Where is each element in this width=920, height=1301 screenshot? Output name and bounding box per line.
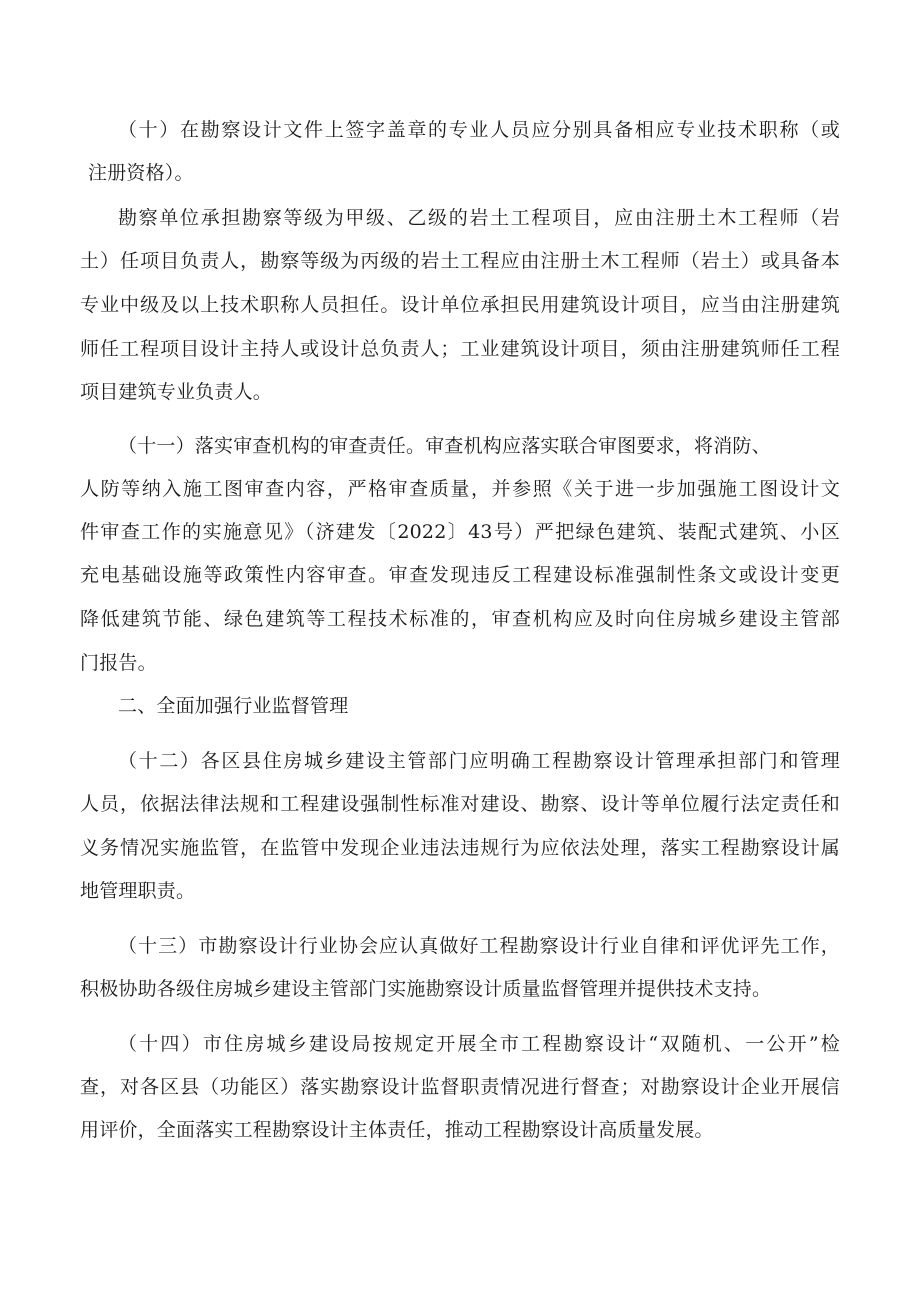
text-line: 师任工程项目设计主持人或设计总负责人；工业建筑设计项目，须由注册建筑师任工程	[80, 338, 840, 360]
text-line: 地管理职责。	[80, 880, 196, 902]
text-line: 用评价，全面落实工程勘察设计主体责任，推动工程勘察设计高质量发展。	[80, 1119, 714, 1141]
text-line: （十）在勘察设计文件上签字盖章的专业人员应分别具备相应专业技术职称（或	[118, 119, 840, 141]
text-line: 土）任项目负责人，勘察等级为丙级的岩土工程应由注册土木工程师（岩土）或具备本	[80, 250, 840, 272]
text-line: （十三）市勘察设计行业协会应认真做好工程勘察设计行业自律和评优评先工作，	[118, 935, 840, 957]
text-line: 件审查工作的实施意见》（济建发〔2022〕43号）严把绿色建筑、装配式建筑、小区	[80, 521, 840, 543]
text-line: 充电基础设施等政策性内容审查。审查发现违反工程建设标准强制性条文或设计变更	[80, 564, 840, 586]
text-line: 项目建筑专业负责人。	[80, 381, 273, 403]
text-line: 人员，依据法律法规和工程建设强制性标准对建设、勘察、设计等单位履行法定责任和	[80, 793, 840, 815]
text-line: 人防等纳入施工图审查内容，严格审查质量，并参照《关于进一步加强施工图设计文	[80, 478, 840, 500]
text-line: 积极协助各级住房城乡建设主管部门实施勘察设计质量监督管理并提供技术支持。	[80, 978, 772, 1000]
text-line: 注册资格）。	[88, 162, 194, 184]
text-line: 义务情况实施监管，在监管中发现企业违法违规行为应依法处理，落实工程勘察设计属	[80, 837, 840, 859]
text-line: 门报告。	[80, 652, 157, 674]
text-line: （十一）落实审查机构的审查责任。审查机构应落实联合审图要求，将消防、	[118, 435, 771, 457]
text-line: （十二）各区县住房城乡建设主管部门应明确工程勘察设计管理承担部门和管理	[118, 750, 840, 772]
text-line: 降低建筑节能、绿色建筑等工程技术标准的，审查机构应及时向住房城乡建设主管部	[80, 608, 840, 630]
text-line: （十四）市住房城乡建设局按规定开展全市工程勘察设计“双随机、一公开”检	[118, 1033, 840, 1055]
text-line: 勘察单位承担勘察等级为甲级、乙级的岩土工程项目，应由注册土木工程师（岩	[118, 207, 840, 229]
section-title: 二、全面加强行业监督管理	[118, 695, 349, 717]
text-line: 专业中级及以上技术职称人员担任。设计单位承担民用建筑设计项目，应当由注册建筑	[80, 294, 840, 316]
text-line: 查，对各区县（功能区）落实勘察设计监督职责情况进行督查；对勘察设计企业开展信	[80, 1076, 840, 1098]
